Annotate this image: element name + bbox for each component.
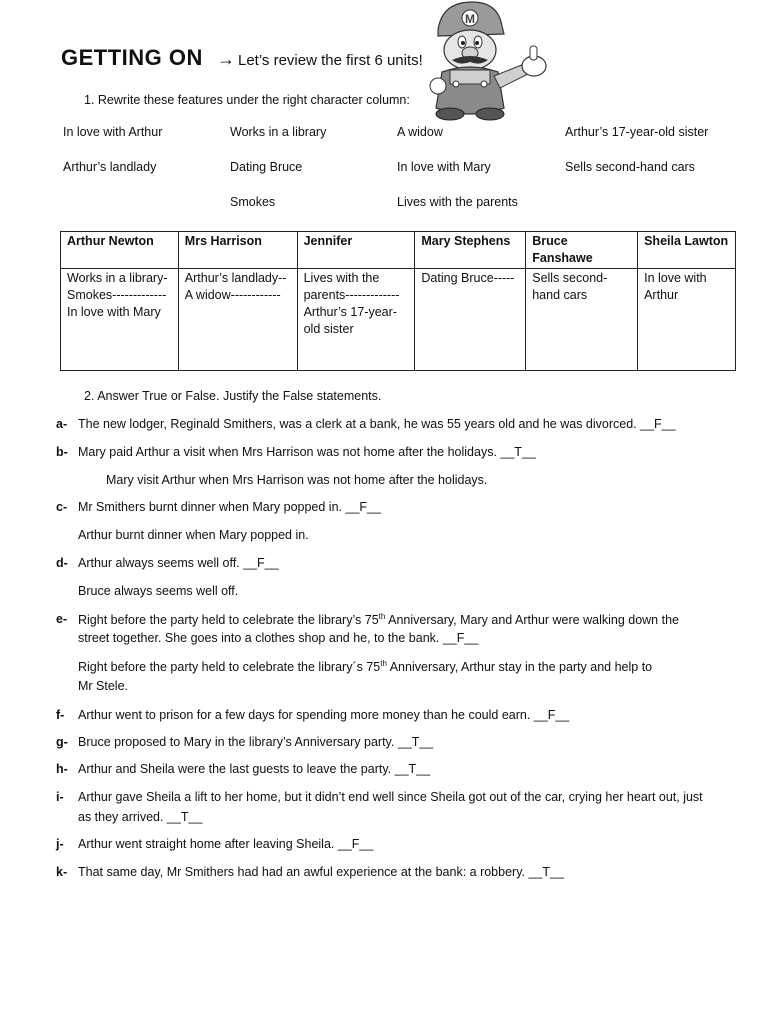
page-title: GETTING ON: [61, 45, 203, 70]
arrow-icon: →: [217, 49, 235, 69]
column-header: Bruce Fanshawe: [526, 232, 638, 269]
feature-item: Arthur’s 17-year-old sister: [565, 125, 709, 139]
cell-line: In love with Mary: [67, 305, 161, 319]
statement-text-continued: as they arrived. __T__: [78, 810, 203, 824]
statement-text: Arthur went straight home after leaving Sheila. __F__: [78, 837, 374, 851]
table-row: [61, 269, 736, 371]
item-label: f-: [56, 708, 65, 722]
item-label: i-: [56, 790, 64, 804]
statement-text: The new lodger, Reginald Smithers, was a clerk at a bank, he was 55 years old and he was divorced. __F__: [78, 417, 676, 431]
feature-item: A widow: [397, 125, 443, 139]
item-label: c-: [56, 500, 68, 514]
cell-line: old sister: [303, 322, 354, 336]
justification-text: Bruce always seems well off.: [78, 584, 239, 598]
item-label: e-: [56, 612, 68, 626]
statement-text: Mary paid Arthur a visit when Mrs Harrison was not home after the holidays. __T__: [78, 445, 536, 459]
cell-line: Dating Bruce-----: [421, 271, 515, 285]
svg-text:M: M: [465, 12, 475, 26]
cell-line: A widow------------: [184, 288, 281, 302]
table-header-row: [61, 232, 736, 269]
justification-text: Right before the party held to celebrate the library´s 75th Anniversary, Arthur stay in the party and help to: [78, 659, 653, 675]
table-cell: [178, 269, 297, 371]
cell-line: Works in a library-: [67, 271, 168, 285]
column-header: Sheila Lawton: [638, 232, 736, 269]
item-label: d-: [56, 556, 68, 570]
statement-text: Mr Smithers burnt dinner when Mary popped in. __F__: [78, 500, 381, 514]
feature-item: Sells second-hand cars: [565, 160, 695, 174]
feature-item: Works in a library: [230, 125, 327, 139]
statement-text: That same day, Mr Smithers had had an awful experience at the bank: a robbery. __T__: [78, 865, 564, 879]
table-cell: [297, 269, 415, 371]
feature-item: In love with Mary: [397, 160, 491, 174]
column-header: Mary Stephens: [415, 232, 526, 269]
item-label: g-: [56, 735, 68, 749]
feature-item: Lives with the parents: [397, 195, 518, 209]
feature-item: Dating Bruce: [230, 160, 303, 174]
statement-text-continued: street together. She goes into a clothes shop and he, to the bank. __F__: [78, 631, 479, 645]
column-header: Jennifer: [297, 232, 415, 269]
statement-text: Right before the party held to celebrate the library’s 75th Anniversary, Mary and Arthur were walking down the: [78, 612, 679, 628]
cell-line: Arthur: [644, 288, 679, 302]
item-label: a-: [56, 417, 68, 431]
statement-text: Arthur went to prison for a few days for spending more money than he could earn. __F__: [78, 708, 570, 722]
exercise1-instruction: 1. Rewrite these features under the right character column:: [84, 93, 410, 107]
cell-line: Sells second-: [532, 271, 608, 285]
table-cell: [526, 269, 638, 371]
feature-item: Smokes: [230, 195, 276, 209]
cell-line: Lives with the: [303, 271, 380, 285]
cell-line: In love with: [644, 271, 707, 285]
item-label: j-: [56, 837, 64, 851]
cell-line: parents-------------: [303, 288, 400, 302]
statement-text: Bruce proposed to Mary in the library’s Anniversary party. __T__: [78, 735, 434, 749]
column-header: Mrs Harrison: [178, 232, 297, 269]
justification-text: Mary visit Arthur when Mrs Harrison was not home after the holidays.: [106, 473, 488, 487]
cell-line: hand cars: [532, 288, 588, 302]
table-cell: [61, 269, 179, 371]
item-label: h-: [56, 762, 68, 776]
statement-text: Arthur and Sheila were the last guests to leave the party. __T__: [78, 762, 431, 776]
cell-line: Smokes-------------: [67, 288, 167, 302]
character-table: [60, 231, 736, 371]
cell-line: Arthur’s 17-year-: [303, 305, 397, 319]
statement-text: Arthur gave Sheila a lift to her home, but it didn’t end well since Sheila got out of the car, crying her heart out, just: [78, 790, 703, 804]
justification-text: Arthur burnt dinner when Mary popped in.: [78, 528, 309, 542]
mario-thumbs-up-icon: [424, 0, 552, 122]
item-label: b-: [56, 445, 68, 459]
column-header: Arthur Newton: [61, 232, 179, 269]
statement-text: Arthur always seems well off. __F__: [78, 556, 279, 570]
page-subtitle: Let’s review the first 6 units!: [238, 52, 423, 69]
feature-item: In love with Arthur: [63, 125, 163, 139]
exercise2-instruction: 2. Answer True or False. Justify the False statements.: [84, 389, 382, 403]
table-cell: [415, 269, 526, 371]
item-label: k-: [56, 865, 68, 879]
justification-text-continued: Mr Stele.: [78, 679, 129, 693]
feature-item: Arthur’s landlady: [63, 160, 157, 174]
cell-line: Arthur’s landlady--: [184, 271, 287, 285]
table-cell: [638, 269, 736, 371]
